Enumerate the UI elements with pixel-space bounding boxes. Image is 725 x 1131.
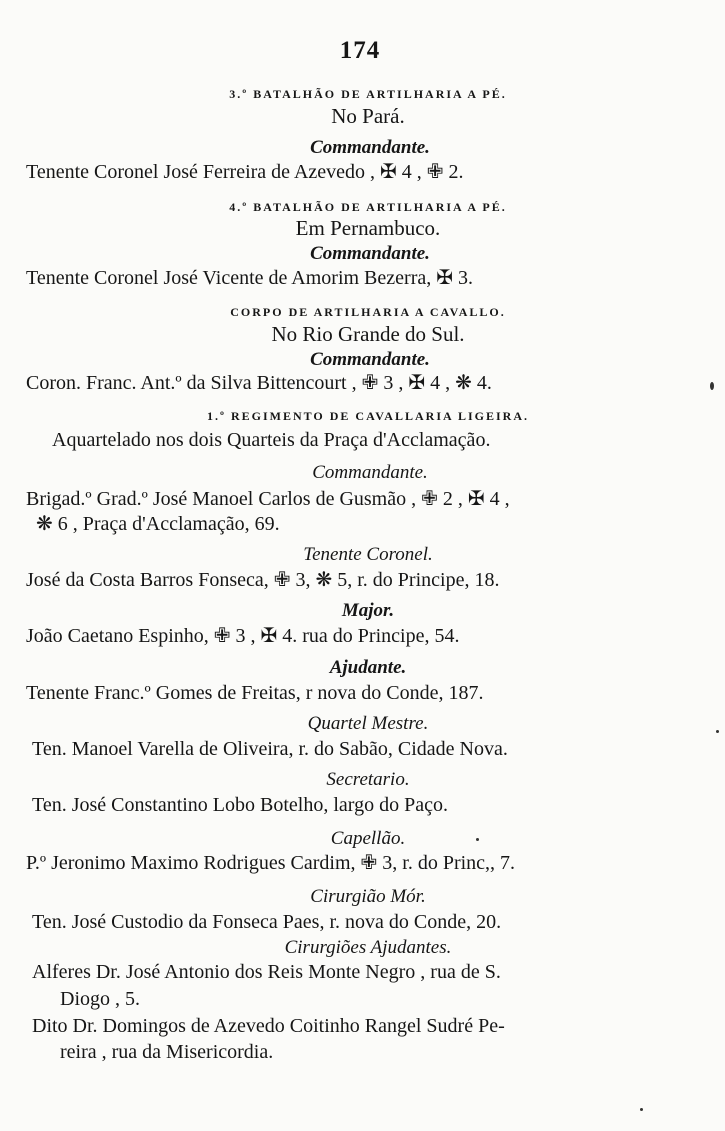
entry-line: Tenente Coronel José Ferreira de Azevedo , ✠ 4 , ✙ 2. — [26, 161, 464, 183]
role-heading: Commandante. — [310, 243, 430, 264]
role-heading: Commandante. — [312, 462, 428, 483]
entry-line: Dito Dr. Domingos de Azevedo Coitinho Rangel Sudré Pe- — [32, 1015, 505, 1037]
entry-line: Ten. José Custodio da Fonseca Paes, r. nova do Conde, 20. — [32, 911, 502, 933]
scan-speck — [710, 382, 714, 390]
role-heading: Major. — [341, 600, 395, 621]
role-heading: Ajudante. — [329, 657, 407, 678]
role-heading: Commandante. — [310, 349, 430, 370]
entry-line: Tenente Franc.º Gomes de Freitas, r nova do Conde, 187. — [26, 682, 484, 704]
entry-line: Brigad.º Grad.º José Manoel Carlos de Gusmão , ✙ 2 , ✠ 4 , — [26, 488, 510, 510]
entry-line: P.º Jeronimo Maximo Rodrigues Cardim, ✙ 3, r. do Princ,, 7. — [26, 852, 516, 874]
scan-speck — [476, 838, 479, 841]
role-heading: Cirurgião Mór. — [310, 886, 426, 907]
section-place: Em Pernambuco. — [295, 216, 441, 240]
entry-line: Tenente Coronel José Vicente de Amorim Bezerra, ✠ 3. — [26, 267, 473, 289]
role-heading: Capellão. — [330, 828, 406, 849]
section-place: No Pará. — [331, 104, 405, 128]
section-place: No Rio Grande do Sul. — [271, 322, 465, 346]
section-place: Aquartelado nos dois Quarteis da Praça d'Acclamação. — [52, 429, 491, 451]
entry-line-continued: Diogo , 5. — [60, 988, 140, 1010]
entry-line: João Caetano Espinho, ✙ 3 , ✠ 4. rua do Principe, 54. — [26, 625, 460, 647]
entry-line: José da Costa Barros Fonseca, ✙ 3, ❋ 5, r. do Principe, 18. — [26, 569, 500, 591]
entry-line: Ten. Manoel Varella de Oliveira, r. do Sabão, Cidade Nova. — [32, 738, 508, 760]
section-header: 1.º REGIMENTO DE CAVALLARIA LIGEIRA. — [206, 409, 530, 423]
role-heading: Secretario. — [326, 769, 410, 790]
section-header: CORPO DE ARTILHARIA A CAVALLO. — [230, 305, 506, 319]
entry-line: Ten. José Constantino Lobo Botelho, largo do Paço. — [32, 794, 448, 816]
role-heading: Cirurgiões Ajudantes. — [284, 937, 452, 958]
section-header: 4.º BATALHÃO DE ARTILHARIA A PÉ. — [229, 200, 507, 214]
page-number: 174 — [339, 37, 381, 64]
entry-line-continued: reira , rua da Misericordia. — [60, 1041, 274, 1063]
scan-speck — [716, 730, 719, 733]
role-heading: Quartel Mestre. — [307, 713, 429, 734]
entry-line-continued: ❋ 6 , Praça d'Acclamação, 69. — [36, 513, 280, 535]
entry-line: Alferes Dr. José Antonio dos Reis Monte Negro , rua de S. — [32, 961, 501, 983]
entry-line: Coron. Franc. Ant.º da Silva Bittencourt , ✙ 3 , ✠ 4 , ❋ 4. — [26, 372, 492, 394]
section-header: 3.º BATALHÃO DE ARTILHARIA A PÉ. — [229, 87, 507, 101]
role-heading: Tenente Coronel. — [303, 544, 433, 565]
scan-speck — [640, 1108, 643, 1111]
role-heading: Commandante. — [310, 137, 430, 158]
